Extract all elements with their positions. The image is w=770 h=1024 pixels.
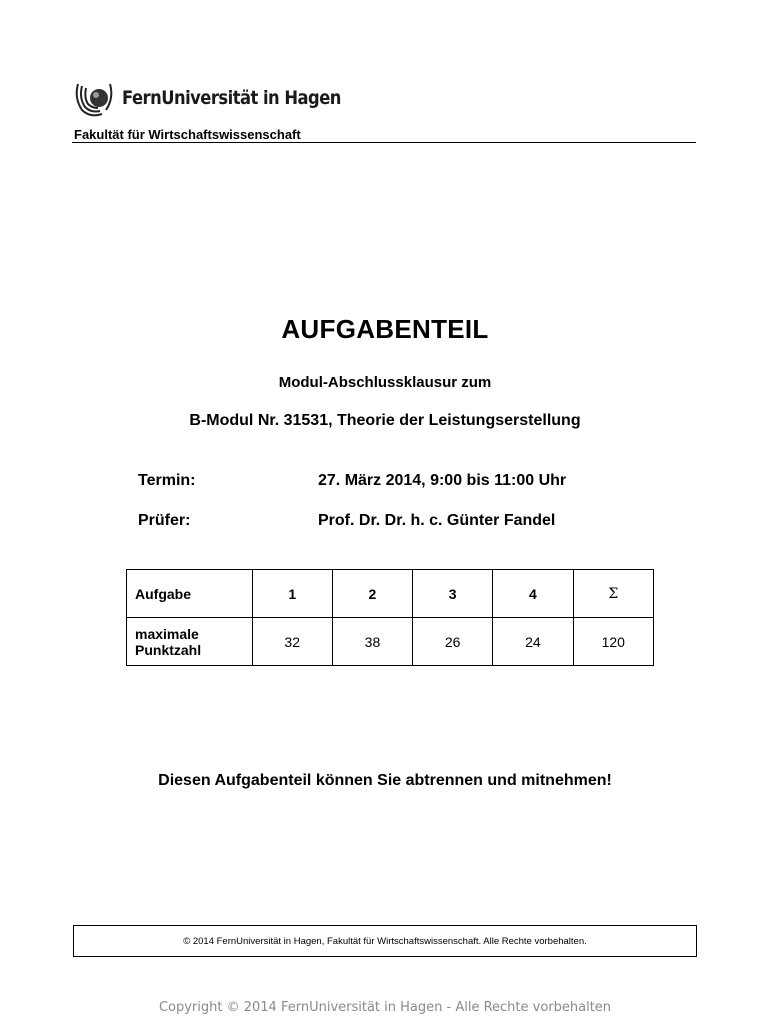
header-divider (72, 142, 696, 143)
examiner-label: Prüfer: (138, 512, 191, 529)
exam-subtitle: Modul-Abschlussklausur zum (278, 374, 492, 391)
task-number-2: 2 (332, 570, 412, 618)
task-header-label: Aufgabe (127, 570, 253, 618)
university-emblem-icon (72, 78, 120, 118)
task-number-3: 3 (413, 570, 493, 618)
copyright-watermark: Copyright © 2014 FernUniversität in Hagen - Alle Rechte vorbehalten (158, 1000, 612, 1015)
examiner-value: Prof. Dr. Dr. h. c. Günter Fandel (318, 512, 556, 529)
faculty-name: Fakultät für Wirtschaftswissenschaft (74, 127, 301, 142)
task-number-1: 1 (252, 570, 332, 618)
detach-notice: Diesen Aufgabenteil können Sie abtrennen und mitnehmen! (158, 772, 612, 789)
table-header-row (127, 570, 654, 618)
points-table (126, 569, 654, 666)
max-points-label-line2: Punktzahl (135, 641, 202, 658)
module-title: B-Modul Nr. 31531, Theorie der Leistungserstellung (189, 412, 581, 429)
task-number-4: 4 (493, 570, 573, 618)
points-total: 120 (573, 618, 653, 666)
sum-symbol: Σ (573, 570, 653, 618)
university-logo (72, 78, 377, 118)
points-task-3: 26 (413, 618, 493, 666)
copyright-text: © 2014 FernUniversität in Hagen, Fakultät für Wirtschaftswissenschaft. Alle Rechte vorbehalten. (183, 935, 587, 947)
max-points-label (127, 618, 253, 666)
copyright-box (73, 925, 697, 957)
points-task-4: 24 (493, 618, 573, 666)
page-title: AUFGABENTEIL (281, 314, 489, 344)
table-points-row (127, 618, 654, 666)
points-task-1: 32 (252, 618, 332, 666)
date-value: 27. März 2014, 9:00 bis 11:00 Uhr (318, 472, 567, 489)
date-label: Termin: (138, 472, 196, 489)
max-points-label-line1: maximale (135, 625, 199, 642)
university-name: FernUniversität in Hagen (122, 87, 341, 109)
points-task-2: 38 (332, 618, 412, 666)
